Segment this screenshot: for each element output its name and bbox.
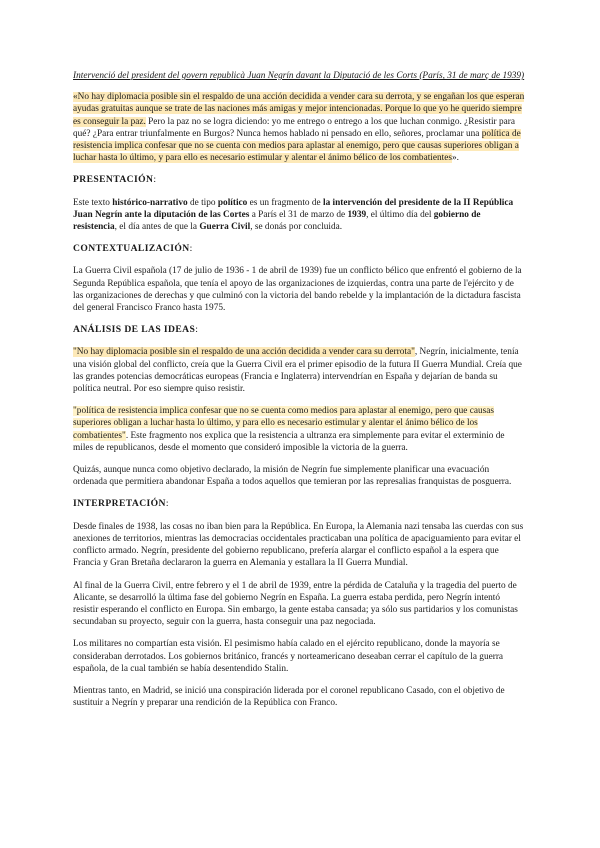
quote-highlight-2: política de resistencia implica confesar que no se cuenta con medios para aplastar al enemigo, pero que causas superiores obligan a luchar hasta lo último, y para ello es necesario estimular y alentar el ánimo bélico de los combatientes: [73, 128, 521, 164]
analisis-heading: ANÁLISIS DE LAS IDEAS:: [73, 324, 199, 336]
interpretacion-paragraph-2: Al final de la Guerra Civil, entre febrero y el 1 de abril de 1939, entre la pérdida de Cataluña y la tragedia del puerto de Alicante, se desarrolló la última fase del gobierno Negrín en España. La guerra estaba perdida, pero Negrín intentó resistir esperando el conflicto en Europa. Sin embargo, la gente estaba cansada; ya sólo sus partidarios y los comunistas secundaban su proyecto, seguir con la guerra, hasta conseguir una paz negociada.: [73, 580, 518, 628]
analisis-paragraph-2: "política de resistencia implica confesar que no se cuenta como medios para aplastar al enemigo, pero que causas superiores obligan a luchar hasta lo último, y para ello es necesario estimular y alentar el ánimo bélico de los combatientes". Este fragmento nos explica que la resistencia a ultranza era simplemente para evitar el exterminio de miles de republicanos, desde el momento que consideró imposible la victoria de la guerra.: [73, 406, 505, 453]
contextualizacion-paragraph: La Guerra Civil española (17 de julio de 1936 - 1 de abril de 1939) fue un conflicto bélico que enfrentó el gobierno de la Segunda República española, que tenía el apoyo de las organizaciones de izquierdas, contra una parte de l'ejército y de las organizaciones de derechas y que culminó con la victoria del bando rebelde y la implantación de la dictadura fascista del general Francisco Franco hasta 1975.: [73, 266, 522, 314]
analisis-paragraph-3: Quizás, aunque nunca como objetivo declarado, la misión de Negrín fue simplemente planificar una evacuación ordenada que permitiera abandonar España a todos aquellos que temieran por las represalias franquistas de posguerra.: [73, 465, 512, 488]
analisis-quote-1: "No hay diplomacia posible sin el respaldo de una acción decidida a vender cara su derrota": [73, 347, 415, 358]
quote-end: ».: [451, 153, 459, 164]
document-title: Intervenció del president del govern republicà Juan Negrín davant la Diputació de les Corts (París, 31 de març de 1939): [73, 71, 525, 81]
quote-plain: Pero la paz no se logra diciendo: yo me entrego o entrego a los que luchan conmigo. ¿Resistir para qué? ¿Para entrar triunfalmente en Burgos? Nunca hemos hablado ni pensado en ello, señores, proclamar una: [73, 116, 515, 139]
interpretacion-paragraph-3: Los militares no compartían esta visión. El pesimismo había calado en el ejército republicano, donde la mayoría se consideraban derrotados. Los gobiernos británico, francés y norteamericano deseaban cerrar el capítulo de la guerra española, de la cual también se había desentendido Stalin.: [73, 639, 504, 674]
analisis-quote-2: "política de resistencia implica confesar que no se cuenta como medios para aplastar al enemigo, pero que causas superiores obligan a luchar hasta lo último, y para ello es necesario estimular y alentar el ánimo bélico de los combatientes": [73, 406, 494, 441]
analisis-paragraph-1: "No hay diplomacia posible sin el respaldo de una acción decidida a vender cara su derrota", Negrín, inicialmente, tenía una visión global del conflicto, creía que la Guerra Civil era el primer episodio de la futura II Guerra Mundial. Creía que las grandes potencias democráticas europeas (Francia e Inglaterra) intervendrían en España y dejarían de banda su política neutral. Por eso siempre quiso resistir.: [73, 347, 522, 395]
quote-highlight-1: «No hay diplomacia posible sin el respaldo de una acción decidida a vender cara su derrota, y se engañan los que esperan ayudas gratuitas aunque se trate de las naciones más amigas y mejor intencionadas. Porque lo que yo he querido siempre es conseguir la paz.: [73, 92, 525, 127]
presentacion-paragraph: Este texto histórico-narrativo de tipo político es un fragmento de la intervención del presidente de la II República Juan Negrín ante la diputación de las Cortes a París el 31 de marzo de 1939, el último día del gobierno de resistencia, el día antes de que la Guerra Civil, se donás por concluida.: [73, 197, 514, 233]
interpretacion-heading: INTERPRETACIÓN:: [73, 498, 169, 510]
presentacion-heading: PRESENTACIÓN:: [73, 174, 157, 186]
quote-paragraph: [73, 91, 525, 164]
interpretacion-paragraph-4: Mientras tanto, en Madrid, se inició una conspiración liderada por el coronel republicano Casado, con el objetivo de sustituir a Negrín y preparar una rendición de la República con Franco.: [73, 685, 505, 709]
contextualizacion-heading: CONTEXTUALIZACIÓN:: [73, 243, 193, 255]
interpretacion-paragraph-1: Desde finales de 1938, las cosas no iban bien para la República. En Europa, la Alemania nazi tensaba las cuerdas con sus anexiones de territorios, mientras las democracias occidentales practicaban una política de apaciguamiento para evitar el conflicto armado. Negrín, presidente del gobierno republicano, prefería alargar el conflicto español a la espera que Francia y Gran Bretaña declararon la guerra en Alemania y estallara la II Guerra Mundial.: [73, 521, 524, 569]
